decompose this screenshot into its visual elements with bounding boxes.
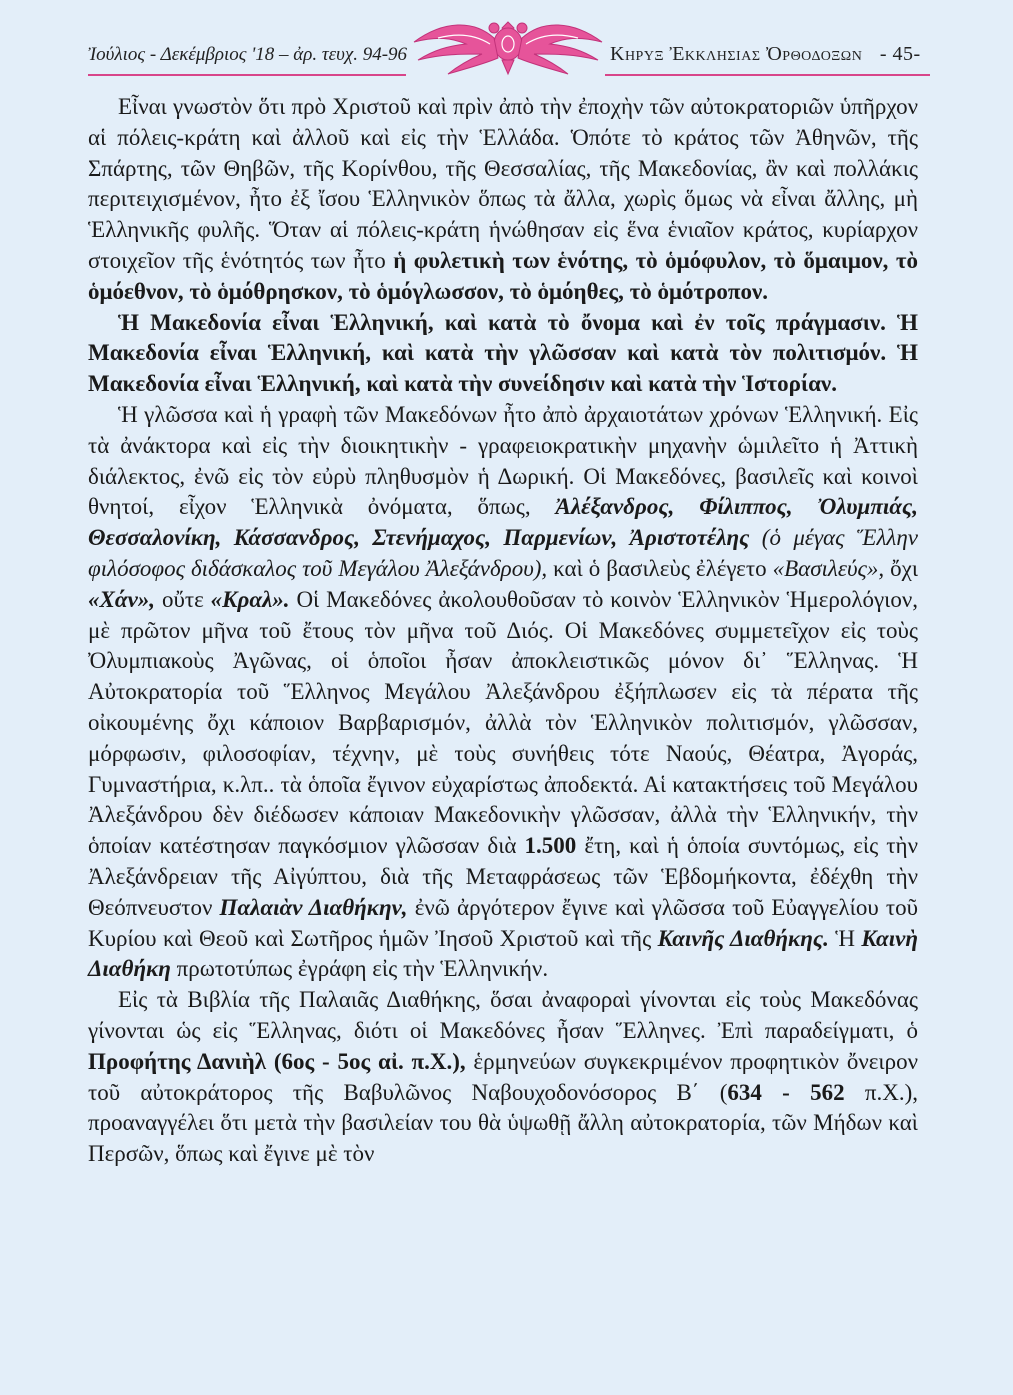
paragraph-2: [88, 308, 918, 400]
text-run: καὶ ὁ βασιλεὺς ἐλέγετο: [547, 555, 773, 581]
bold-italic-run: Ἀλέξανδρος, Φίλιππος, Ὀλυμπιάς, Θεσσαλονίκη, Κάσσανδρος, Στενήμαχος, Παρμενίων, Ἀριστοτέλης: [88, 494, 918, 551]
bold-italic-run: «Χάν»,: [88, 586, 156, 612]
text-run: Ἡ γλῶσσα καὶ ἡ γραφὴ τῶν Μακεδόνων ἦτο ἀπὸ ἀρχαιοτάτων χρόνων Ἑλληνική. Εἰς τὰ ἀνάκτορα καὶ εἰς τὴν διοικητικὴν - γραφειοκρατικὴν μηχανὴν ὡμιλεῖτο ἡ Ἀττικὴ διάλεκτος, ἐνῶ εἰς τὸν εὐρὺ πληθυσμὸν ἡ Δωρική. Οἱ Μακεδόνες, βασιλεῖς καὶ κοινοὶ θνητοί, εἶχον Ἑλληνικὰ ὀνόματα, ὅπως,: [88, 401, 918, 520]
paragraph-3: [88, 400, 918, 985]
header-rule-right: [605, 74, 930, 76]
text-run: ἐνῶ ἀργότερον ἔγινε καὶ γλῶσσα τοῦ Εὐαγγελίου τοῦ Κυρίου καὶ Θεοῦ καὶ Σωτῆρος ἡμῶν Ἰησοῦ Χριστοῦ καὶ τῆς: [88, 894, 918, 951]
bold-run: Προφήτης Δανιὴλ (6ος - 5ος αἰ. π.Χ.),: [88, 1048, 466, 1074]
text-run: Ἡ: [828, 925, 862, 951]
bold-run: 634 - 562: [727, 1079, 845, 1105]
text-run: Εἰς τὰ Βιβλία τῆς Παλαιᾶς Διαθήκης, ὅσαι ἀναφοραὶ γίνονται εἰς τοὺς Μακεδόνας γίνονται ὡς εἰς Ἕλληνας, διότι οἱ Μακεδόνες ἦσαν Ἕλληνες. Ἐπὶ παραδείγματι, ὁ: [88, 987, 918, 1043]
page-header: [0, 0, 1013, 90]
text-run: Οἱ Μακεδόνες ἀκολουθοῦσαν τὸ κοινὸν Ἑλληνικὸν Ἡμερολόγιον, μὲ πρῶτον μῆνα τοῦ ἔτους τὸν μῆνα τοῦ Διός. Οἱ Μακεδόνες συμμετεῖχον εἰς τοὺς Ὀλυμπιακοὺς Ἀγῶνας, οἱ ὁποῖοι ἦσαν ἀποκλειστικῶς μόνον δι᾿ Ἕλληνας. Ἡ Αὐτοκρατορία τοῦ Ἕλληνος Μεγάλου Ἀλεξάνδρου ἐξήπλωσεν εἰς τὰ πέρατα τῆς οἰκουμένης ὄχι κάποιον Βαρβαρισμόν, ἀλλὰ τὸν Ἑλληνικὸν πολιτισμόν, γλῶσσαν, μόρφωσιν, φιλοσοφίαν, τέχνην, μὲ τοὺς συνήθεις τότε Ναούς, Θέατρα, Ἀγοράς, Γυμναστήρια, κ.λπ.. τὰ ὁποῖα ἔγινον εὐχαρίστως ἀποδεκτά. Αἱ κατακτήσεις τοῦ Μεγάλου Ἀλεξάνδρου δὲν διέδωσεν κάποιαν Μακεδονικὴν γλῶσσαν, ἀλλὰ τὴν Ἑλληνικήν, τὴν ὁποίαν κατέστησαν παγκόσμιον γλῶσσαν διὰ: [88, 586, 918, 859]
issue-info: Ἰούλιος - Δεκέμβριος '18 – ἀρ. τευχ. 94-96: [88, 44, 408, 65]
magazine-title: [610, 43, 921, 66]
italic-run: «Βασιλεύς»,: [772, 555, 885, 581]
article-body: [88, 92, 918, 1170]
bold-run: 1.500: [524, 833, 577, 859]
magazine-name: Κηρυξ Ἐκκλησιας Ὀρθοδοξων: [610, 43, 863, 65]
paragraph-4: [88, 985, 918, 1170]
text-run: ὄχι: [884, 555, 919, 581]
header-rule-left: [88, 74, 406, 76]
text-run: ἑρμηνεύων συγκεκριμένον προφητικὸν ὄνειρον τοῦ αὐτοκράτορος τῆς Βαβυλῶνος Ναβουχοδονόσορος Β΄ (: [88, 1048, 918, 1105]
bold-italic-run: Καινὴ Διαθήκη: [88, 925, 918, 982]
double-headed-eagle-icon: [408, 14, 608, 76]
text-run: οὔτε: [155, 586, 211, 612]
bold-run: Ἡ Μακεδονία εἶναι Ἑλληνική, καὶ κατὰ τὸ ὄνομα καὶ ἐν τοῖς πράγμασιν. Ἡ Μακεδονία εἶναι Ἑλληνική, καὶ κατὰ τὴν γλῶσσαν καὶ κατὰ τὸν πολιτισμόν. Ἡ Μακεδονία εἶναι Ἑλληνική, καὶ κατὰ τὴν συνείδησιν καὶ κατὰ τὴν Ἱστορίαν.: [88, 309, 918, 397]
bold-italic-run: Καινῆς Διαθήκης.: [657, 925, 829, 951]
paragraph-1: [88, 92, 918, 308]
text-run: ἔτη, καὶ ἡ ὁποία συντόμως, εἰς τὴν Ἀλεξάνδρειαν τῆς Αἰγύπτου, διὰ τῆς Μεταφράσεως τῶν Ἑβδομήκοντα, ἐδέχθη τὴν Θεόπνευστον: [88, 833, 918, 920]
bold-italic-run: «Κραλ».: [210, 586, 290, 612]
bold-run: ἡ φυλετικὴ των ἑνότης, τὸ ὁμόφυλον, τὸ ὅμαιμον, τὸ ὁμόεθνον, τὸ ὁμόθρησκον, τὸ ὁμόγλωσσον, τὸ ὁμόηθες, τὸ ὁμότροπον.: [88, 247, 918, 304]
bold-italic-run: Παλαιὰν Διαθήκην,: [219, 894, 408, 920]
text-run: Εἶναι γνωστὸν ὅτι πρὸ Χριστοῦ καὶ πρὶν ἀπὸ τὴν ἐποχὴν τῶν αὐτοκρατοριῶν ὑπῆρχον αἱ πόλεις-κράτη καὶ ἀλλοῦ καὶ εἰς τὴν Ἑλλάδα. Ὁπότε τὸ κράτος τῶν Ἀθηνῶν, τῆς Σπάρτης, τῶν Θηβῶν, τῆς Κορίνθου, τῆς Θεσσαλίας, τῆς Μακεδονίας, ἂν καὶ πολλάκις περιτειχισμένον, ἦτο ἐξ ἴσου Ἑλληνικὸν ὅπως τὰ ἄλλα, χωρὶς ὅμως νὰ εἶναι ἄλλης, μὴ Ἑλληνικῆς φυλῆς. Ὅταν αἱ πόλεις-κράτη ἡνώθησαν εἰς ἕνα ἑνιαῖον κράτος, κυρίαρχον στοιχεῖον τῆς ἑνότητός των ἦτο: [88, 94, 918, 273]
italic-run: (ὁ μέγας Ἕλλην φιλόσοφος διδάσκαλος τοῦ Μεγάλου Ἀλεξάνδρου),: [88, 525, 918, 581]
text-run: π.Χ.), προαναγγέλει ὅτι μετὰ τὴν βασιλείαν του θὰ ὑψωθῇ ἄλλη αὐτοκρατορία, τῶν Μήδων καὶ Περσῶν, ὅπως καὶ ἔγινε μὲ τὸν: [88, 1079, 918, 1167]
text-run: πρωτοτύπως ἐγράφη εἰς τὴν Ἑλληνικήν.: [170, 956, 549, 982]
page-number: - 45-: [879, 43, 921, 65]
